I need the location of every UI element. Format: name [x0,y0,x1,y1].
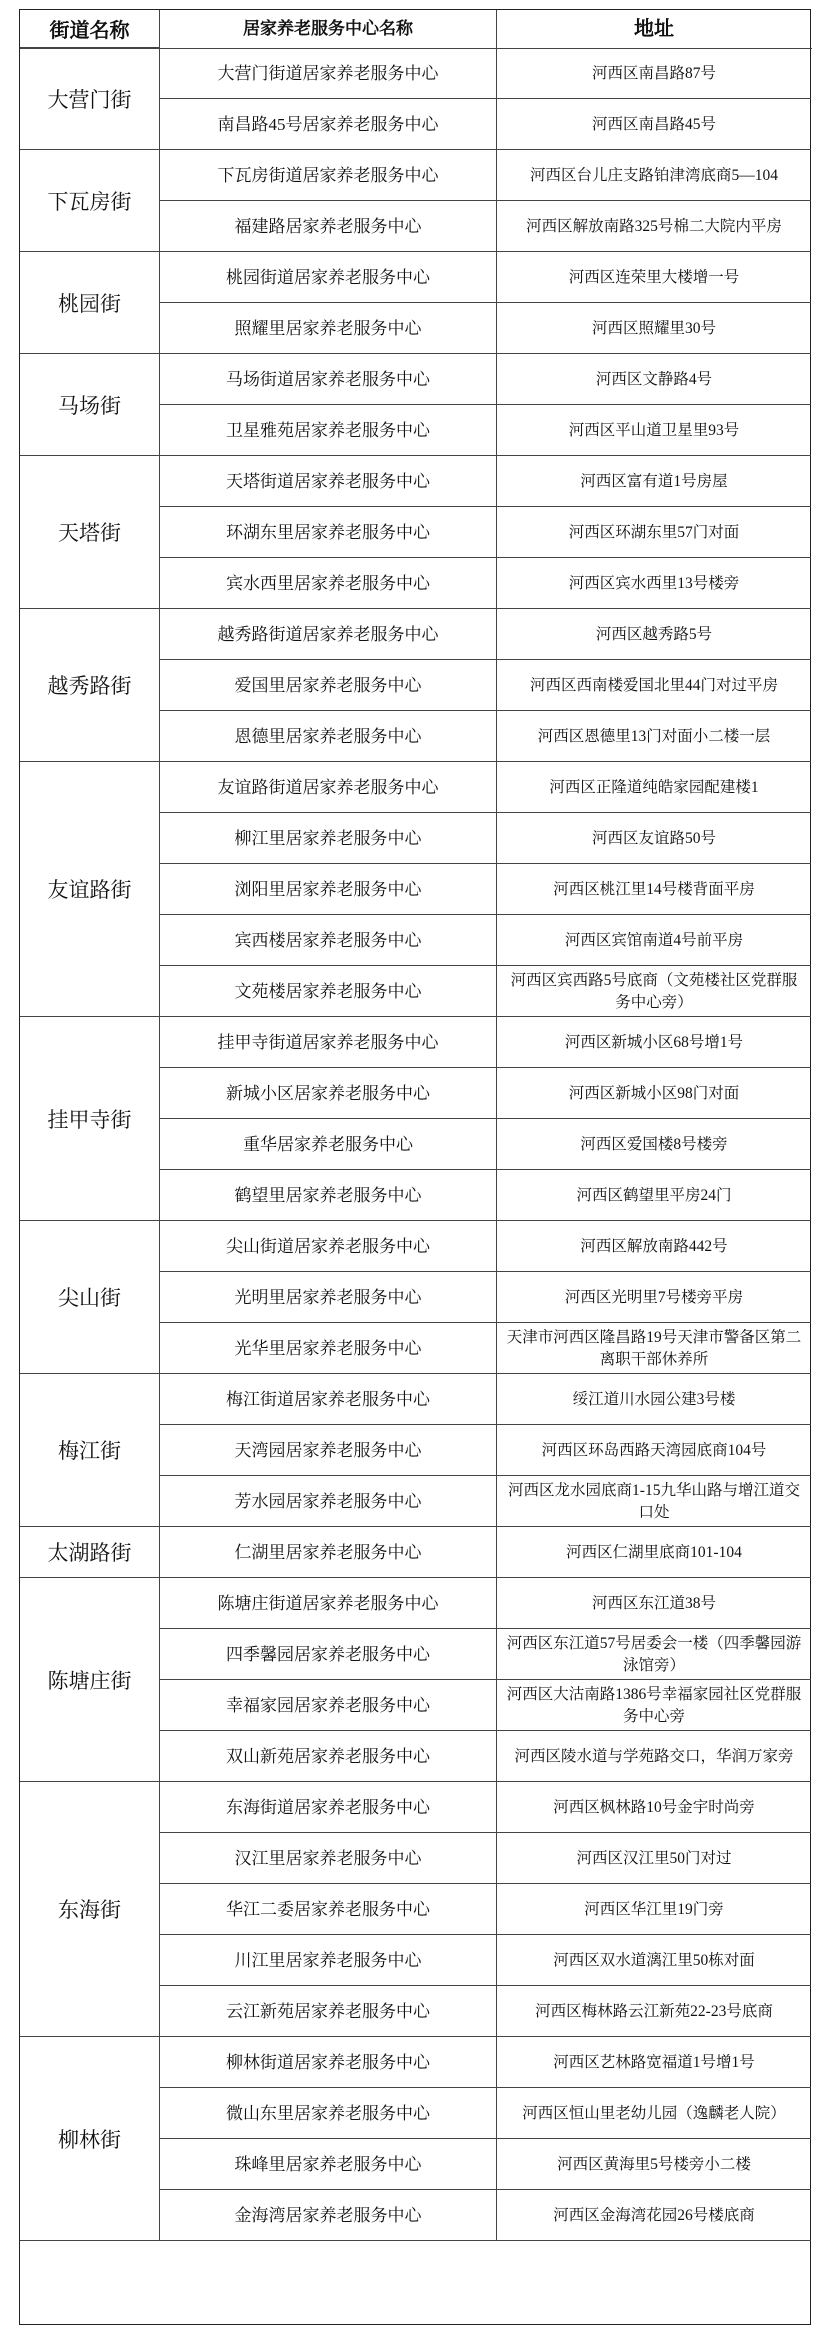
center-name: 环湖东里居家养老服务中心 [160,507,497,558]
center-name: 浏阳里居家养老服务中心 [160,864,497,915]
center-address: 河西区大沽南路1386号幸福家园社区党群服务中心旁 [506,1685,802,1725]
center-address: 河西区文静路4号 [595,370,713,388]
center-name: 越秀路街道居家养老服务中心 [160,609,497,660]
center-name: 金海湾居家养老服务中心 [160,2190,497,2241]
street-name: 柳林街 [20,2037,160,2241]
center-name: 梅江街道居家养老服务中心 [160,1374,497,1425]
center-name: 光明里居家养老服务中心 [160,1272,497,1323]
center-address: 河西区照耀里30号 [591,319,716,337]
center-name: 天塔街道居家养老服务中心 [160,456,497,507]
center-address: 河西区汉江里50门对过 [576,1849,732,1867]
center-address: 河西区环岛西路天湾园底商104号 [541,1441,767,1459]
street-name: 梅江街 [20,1374,160,1527]
center-address: 河西区鹤望里平房24门 [576,1186,732,1204]
center-name: 鹤望里居家养老服务中心 [160,1170,497,1221]
center-name: 天湾园居家养老服务中心 [160,1425,497,1476]
center-address: 河西区解放南路442号 [580,1237,728,1255]
center-name: 尖山街道居家养老服务中心 [160,1221,497,1272]
center-name: 幸福家园居家养老服务中心 [160,1680,497,1731]
center-address: 河西区爱国楼8号楼旁 [580,1135,728,1153]
center-name: 东海街道居家养老服务中心 [160,1782,497,1833]
center-name: 马场街道居家养老服务中心 [160,354,497,405]
center-name: 珠峰里居家养老服务中心 [160,2139,497,2190]
center-name: 文苑楼居家养老服务中心 [160,966,497,1017]
street-name: 桃园街 [20,252,160,354]
center-name: 卫星雅苑居家养老服务中心 [160,405,497,456]
street-name: 陈塘庄街 [20,1578,160,1782]
header-address: 地址 [634,18,674,40]
center-name: 陈塘庄街道居家养老服务中心 [160,1578,497,1629]
center-name: 宾水西里居家养老服务中心 [160,558,497,609]
center-address: 河西区台儿庄支路铂津湾底商5—104 [529,166,778,184]
street-name: 挂甲寺街 [20,1017,160,1221]
center-address: 河西区金海湾花园26号楼底商 [553,2206,755,2224]
center-name: 川江里居家养老服务中心 [160,1935,497,1986]
center-name: 桃园街道居家养老服务中心 [160,252,497,303]
center-address: 河西区黄海里5号楼旁小二楼 [557,2155,751,2173]
center-name: 柳林街道居家养老服务中心 [160,2037,497,2088]
center-name: 仁湖里居家养老服务中心 [160,1527,497,1578]
street-name: 太湖路街 [20,1527,160,1578]
center-address: 河西区桃江里14号楼背面平房 [553,880,755,898]
center-name: 芳水园居家养老服务中心 [160,1476,497,1527]
center-address: 河西区新城小区68号增1号 [564,1033,744,1051]
center-address: 河西区连荣里大楼增一号 [568,268,740,286]
center-name: 宾西楼居家养老服务中心 [160,915,497,966]
center-list-table [19,9,811,2325]
street-name: 东海街 [20,1782,160,2037]
center-address: 绥江道川水园公建3号楼 [572,1390,736,1408]
center-address: 天津市河西区隆昌路19号天津市警备区第二离职干部休养所 [506,1328,802,1368]
center-name: 微山东里居家养老服务中心 [160,2088,497,2139]
center-address: 河西区龙水园底商1-15九华山路与增江道交口处 [508,1481,800,1521]
center-name: 友谊路街道居家养老服务中心 [160,762,497,813]
center-address: 河西区友谊路50号 [591,829,716,847]
center-name: 挂甲寺街道居家养老服务中心 [160,1017,497,1068]
center-address: 河西区光明里7号楼旁平房 [564,1288,744,1306]
center-address: 河西区平山道卫星里93号 [568,421,740,439]
center-address: 河西区宾馆南道4号前平房 [564,931,744,949]
center-address: 河西区南昌路45号 [591,115,716,133]
street-name: 天塔街 [20,456,160,609]
center-address: 河西区恩德里13门对面小二楼一层 [537,727,771,745]
center-name: 汉江里居家养老服务中心 [160,1833,497,1884]
street-name: 友谊路街 [20,762,160,1017]
center-address: 河西区越秀路5号 [595,625,713,643]
center-address: 河西区枫林路10号金宇时尚旁 [553,1798,755,1816]
center-name: 南昌路45号居家养老服务中心 [160,99,497,150]
street-name: 尖山街 [20,1221,160,1374]
center-name: 双山新苑居家养老服务中心 [160,1731,497,1782]
center-name: 福建路居家养老服务中心 [160,201,497,252]
header-center-name: 居家养老服务中心名称 [160,10,497,48]
center-address: 河西区东江道38号 [591,1594,716,1612]
center-name: 四季馨园居家养老服务中心 [160,1629,497,1680]
center-address: 河西区新城小区98门对面 [568,1084,740,1102]
center-address: 河西区恒山里老幼儿园（逸麟老人院） [522,2104,786,2122]
center-address: 河西区环湖东里57门对面 [568,523,740,541]
center-address: 河西区正隆道纯皓家园配建楼1 [549,778,759,796]
center-address: 河西区解放南路325号棉二大院内平房 [526,217,782,235]
center-address: 河西区艺林路宽福道1号增1号 [553,2053,755,2071]
center-address: 河西区宾西路5号底商（文苑楼社区党群服务中心旁） [510,971,798,1011]
center-address: 河西区仁湖里底商101-104 [566,1543,742,1561]
center-address: 河西区西南楼爱国北里44门对过平房 [529,676,778,694]
center-name: 重华居家养老服务中心 [160,1119,497,1170]
center-name: 云江新苑居家养老服务中心 [160,1986,497,2037]
center-address: 河西区富有道1号房屋 [580,472,728,490]
header-street: 街道名称 [20,10,160,48]
center-name: 柳江里居家养老服务中心 [160,813,497,864]
street-name: 马场街 [20,354,160,456]
center-address: 河西区东江道57号居委会一楼（四季馨园游泳馆旁） [506,1634,802,1674]
center-name: 下瓦房街道居家养老服务中心 [160,150,497,201]
center-address: 河西区南昌路87号 [591,64,716,82]
center-address: 河西区梅林路云江新苑22-23号底商 [535,2002,773,2020]
center-address: 河西区陵水道与学苑路交口，华润万家旁 [514,1747,794,1765]
center-name: 光华里居家养老服务中心 [160,1323,497,1374]
center-address: 河西区华江里19门旁 [584,1900,724,1918]
center-name: 大营门街道居家养老服务中心 [160,48,497,99]
center-name: 照耀里居家养老服务中心 [160,303,497,354]
center-address: 河西区双水道漓江里50栋对面 [553,1951,755,1969]
center-name: 华江二委居家养老服务中心 [160,1884,497,1935]
center-name: 新城小区居家养老服务中心 [160,1068,497,1119]
center-address: 河西区宾水西里13号楼旁 [568,574,740,592]
street-name: 下瓦房街 [20,150,160,252]
street-name: 大营门街 [20,48,160,150]
street-name: 越秀路街 [20,609,160,762]
center-name: 恩德里居家养老服务中心 [160,711,497,762]
center-name: 爱国里居家养老服务中心 [160,660,497,711]
